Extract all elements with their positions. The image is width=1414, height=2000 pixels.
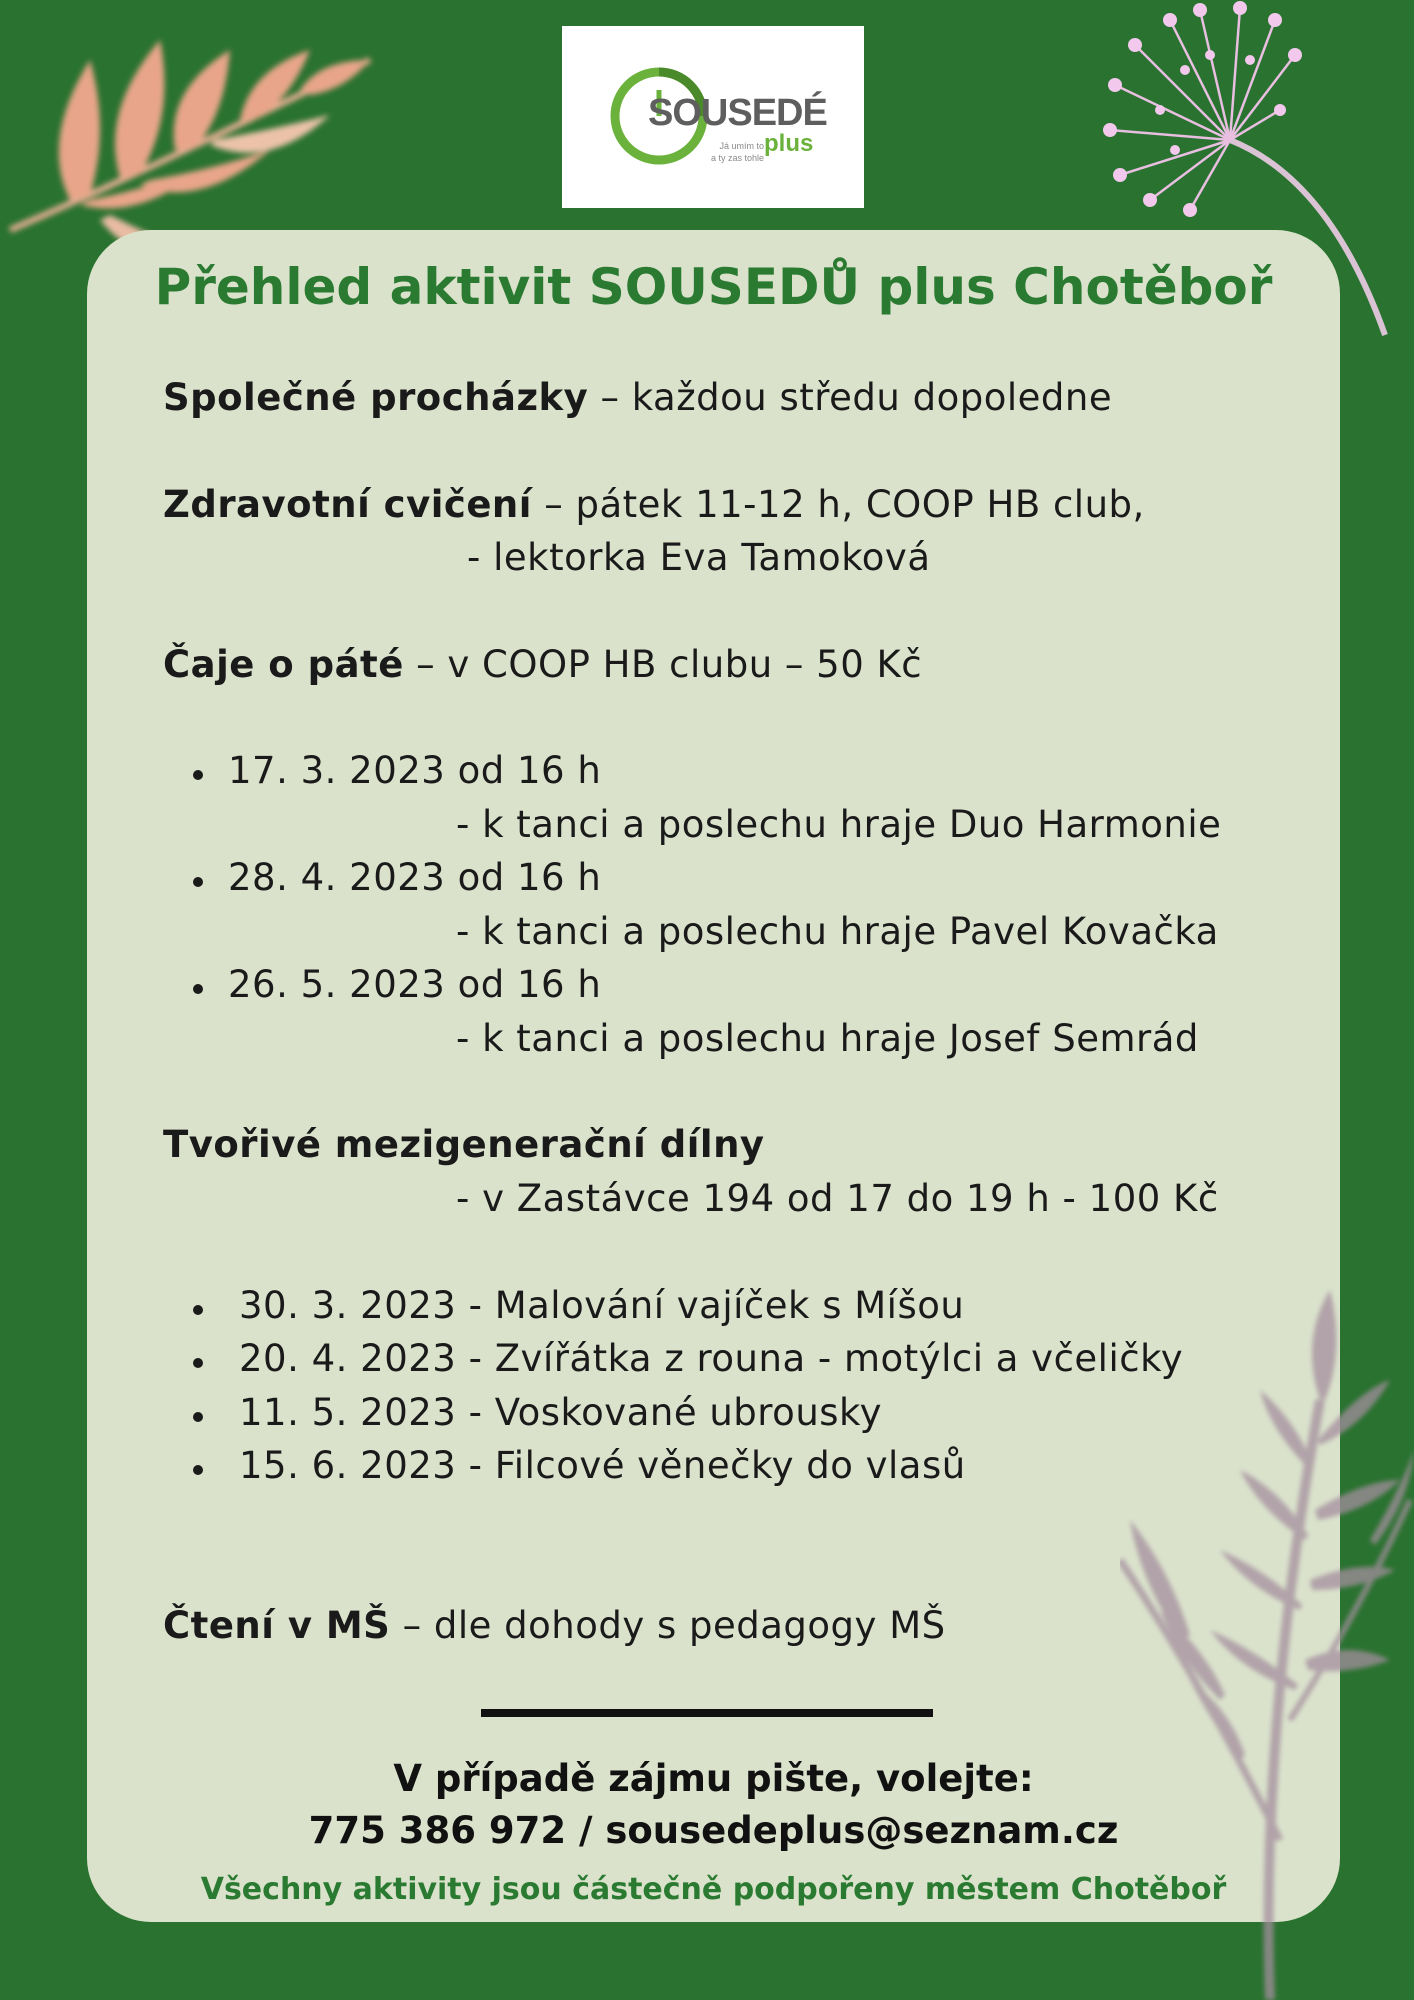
- reading-detail: – dle dohody s pedagogy MŠ: [390, 1604, 946, 1647]
- exercise-detail: – pátek 11-12 h, COOP HB club,: [531, 483, 1145, 526]
- bullet-icon: [193, 770, 203, 780]
- reading-line: [163, 1604, 946, 1647]
- tea-event-date: 17. 3. 2023 od 16 h: [228, 749, 602, 792]
- contact-prompt: V případě zájmu pište, volejte:: [393, 1757, 1034, 1800]
- workshop-item: 30. 3. 2023 - Malování vajíček s Míšou: [239, 1284, 965, 1327]
- logo-tagline: [696, 140, 764, 164]
- tea-event-date: 26. 5. 2023 od 16 h: [228, 963, 602, 1006]
- tea-event-band: - k tanci a poslechu hraje Duo Harmonie: [456, 803, 1222, 846]
- support-note: Všechny aktivity jsou částečně podpořeny městem Chotěboř: [200, 1872, 1227, 1907]
- tea-label: Čaje o páté: [163, 643, 404, 686]
- bullet-icon: [193, 1465, 203, 1475]
- logo-name: SOUSEDÉ: [648, 92, 827, 134]
- exercise-instructor: - lektorka Eva Tamoková: [467, 536, 931, 579]
- tea-event-band: - k tanci a poslechu hraje Josef Semrád: [456, 1017, 1199, 1060]
- walks-detail: – každou středu dopoledne: [588, 376, 1113, 419]
- workshop-item: 15. 6. 2023 - Filcové věnečky do vlasů: [239, 1444, 966, 1487]
- logo-tagline-line-1: Já umím to: [719, 141, 764, 151]
- content-card: [87, 230, 1340, 1922]
- walks-label: Společné procházky: [163, 376, 589, 419]
- bullet-icon: [193, 1412, 203, 1422]
- tea-event-date: 28. 4. 2023 od 16 h: [228, 856, 602, 899]
- bullet-icon: [193, 1358, 203, 1368]
- organization-logo: [562, 26, 864, 208]
- bullet-icon: [193, 877, 203, 887]
- walks-line: [163, 376, 1112, 419]
- workshop-item: 11. 5. 2023 - Voskované ubrousky: [239, 1391, 883, 1434]
- logo-plus: plus: [764, 130, 814, 157]
- logo-tagline-line-2: a ty zas tohle: [710, 153, 764, 163]
- tea-line: [163, 643, 922, 686]
- workshop-item: 20. 4. 2023 - Zvířátka z rouna - motýlci a včeličky: [239, 1337, 1184, 1380]
- workshops-label: [163, 1123, 765, 1166]
- workshops-label-text: Tvořivé mezigenerační dílny: [163, 1123, 765, 1166]
- bullet-icon: [193, 984, 203, 994]
- bullet-icon: [193, 1305, 203, 1315]
- exercise-label: Zdravotní cvičení: [163, 483, 532, 526]
- workshops-detail: - v Zastávce 194 od 17 do 19 h - 100 Kč: [456, 1177, 1219, 1220]
- contact-line: 775 386 972 / sousedeplus@seznam.cz: [308, 1809, 1119, 1852]
- page-title: Přehled aktivit SOUSEDŮ plus Chotěboř: [154, 258, 1273, 316]
- tea-event-band: - k tanci a poslechu hraje Pavel Kovačka: [456, 910, 1219, 953]
- tea-detail: – v COOP HB clubu – 50 Kč: [403, 643, 923, 686]
- reading-label: Čtení v MŠ: [163, 1604, 391, 1647]
- divider: [481, 1709, 933, 1717]
- exercise-line: [163, 483, 1145, 526]
